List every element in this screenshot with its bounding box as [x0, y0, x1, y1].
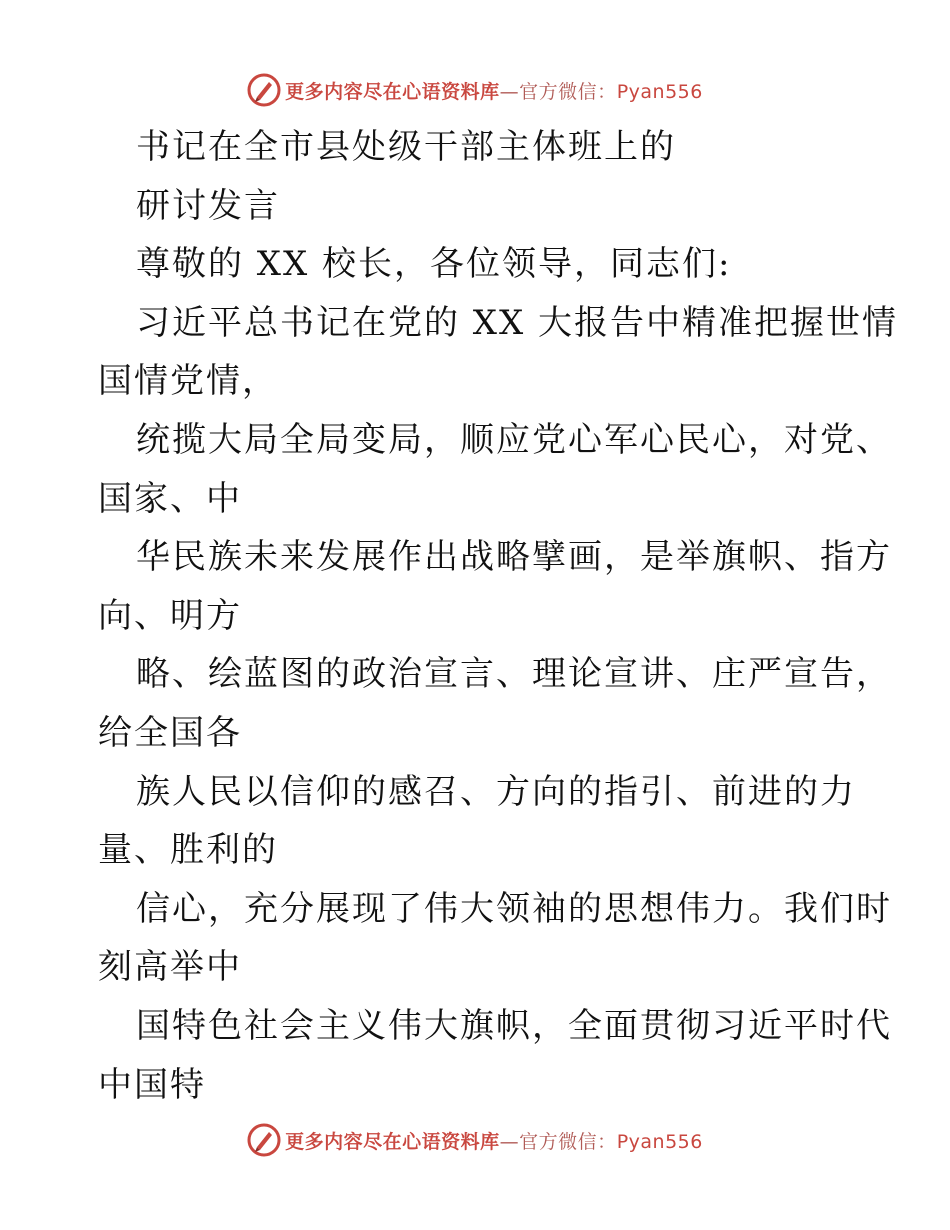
- text-line: 中国特: [98, 1064, 206, 1105]
- text-line: 书记在全市县处级干部主体班上的: [136, 127, 676, 167]
- text-line: 统揽大局全局变局，顺应党心军心民心，对党、: [136, 419, 892, 460]
- text-line: 给全国各: [98, 712, 242, 753]
- footer-watermark: [0, 1120, 950, 1160]
- pen-logo-icon: [247, 73, 281, 107]
- watermark-sub: 官方微信：: [519, 1130, 617, 1153]
- watermark-id: Pyan556: [616, 1130, 703, 1153]
- text-line: 向、明方: [98, 595, 242, 636]
- text-line: 研讨发言: [136, 185, 280, 226]
- text-line: 国特色社会主义伟大旗帜，全面贯彻习近平时代: [136, 1005, 892, 1046]
- text-line: 略、绘蓝图的政治宣言、理论宣讲、庄严宣告，: [136, 654, 892, 695]
- text-line: 族人民以信仰的感召、方向的指引、前进的力: [136, 771, 856, 812]
- watermark-text: [285, 1127, 703, 1154]
- watermark-main: 更多内容尽在心语资料库: [285, 1130, 500, 1153]
- text-line: 国家、中: [98, 478, 242, 519]
- watermark-dash: —: [499, 80, 520, 103]
- text-line: 量、胜利的: [98, 830, 278, 871]
- text-line: 尊敬的 XX 校长，各位领导，同志们:: [136, 244, 732, 285]
- text-line: 刻高举中: [98, 947, 242, 988]
- text-line: 国情党情，: [98, 361, 278, 402]
- pen-logo-icon: [247, 1123, 281, 1157]
- watermark-text: [285, 77, 703, 104]
- document-body: [98, 118, 899, 1114]
- watermark-sub: 官方微信：: [519, 80, 617, 103]
- watermark-dash: —: [499, 1130, 520, 1153]
- header-watermark: [0, 70, 950, 110]
- text-line: 习近平总书记在党的 XX 大报告中精准把握世情: [136, 302, 899, 343]
- text-line: 信心，充分展现了伟大领袖的思想伟力。我们时: [136, 888, 892, 929]
- watermark-main: 更多内容尽在心语资料库: [285, 80, 500, 103]
- text-line: 华民族未来发展作出战略擘画，是举旗帜、指方: [136, 537, 892, 578]
- watermark-id: Pyan556: [616, 80, 703, 103]
